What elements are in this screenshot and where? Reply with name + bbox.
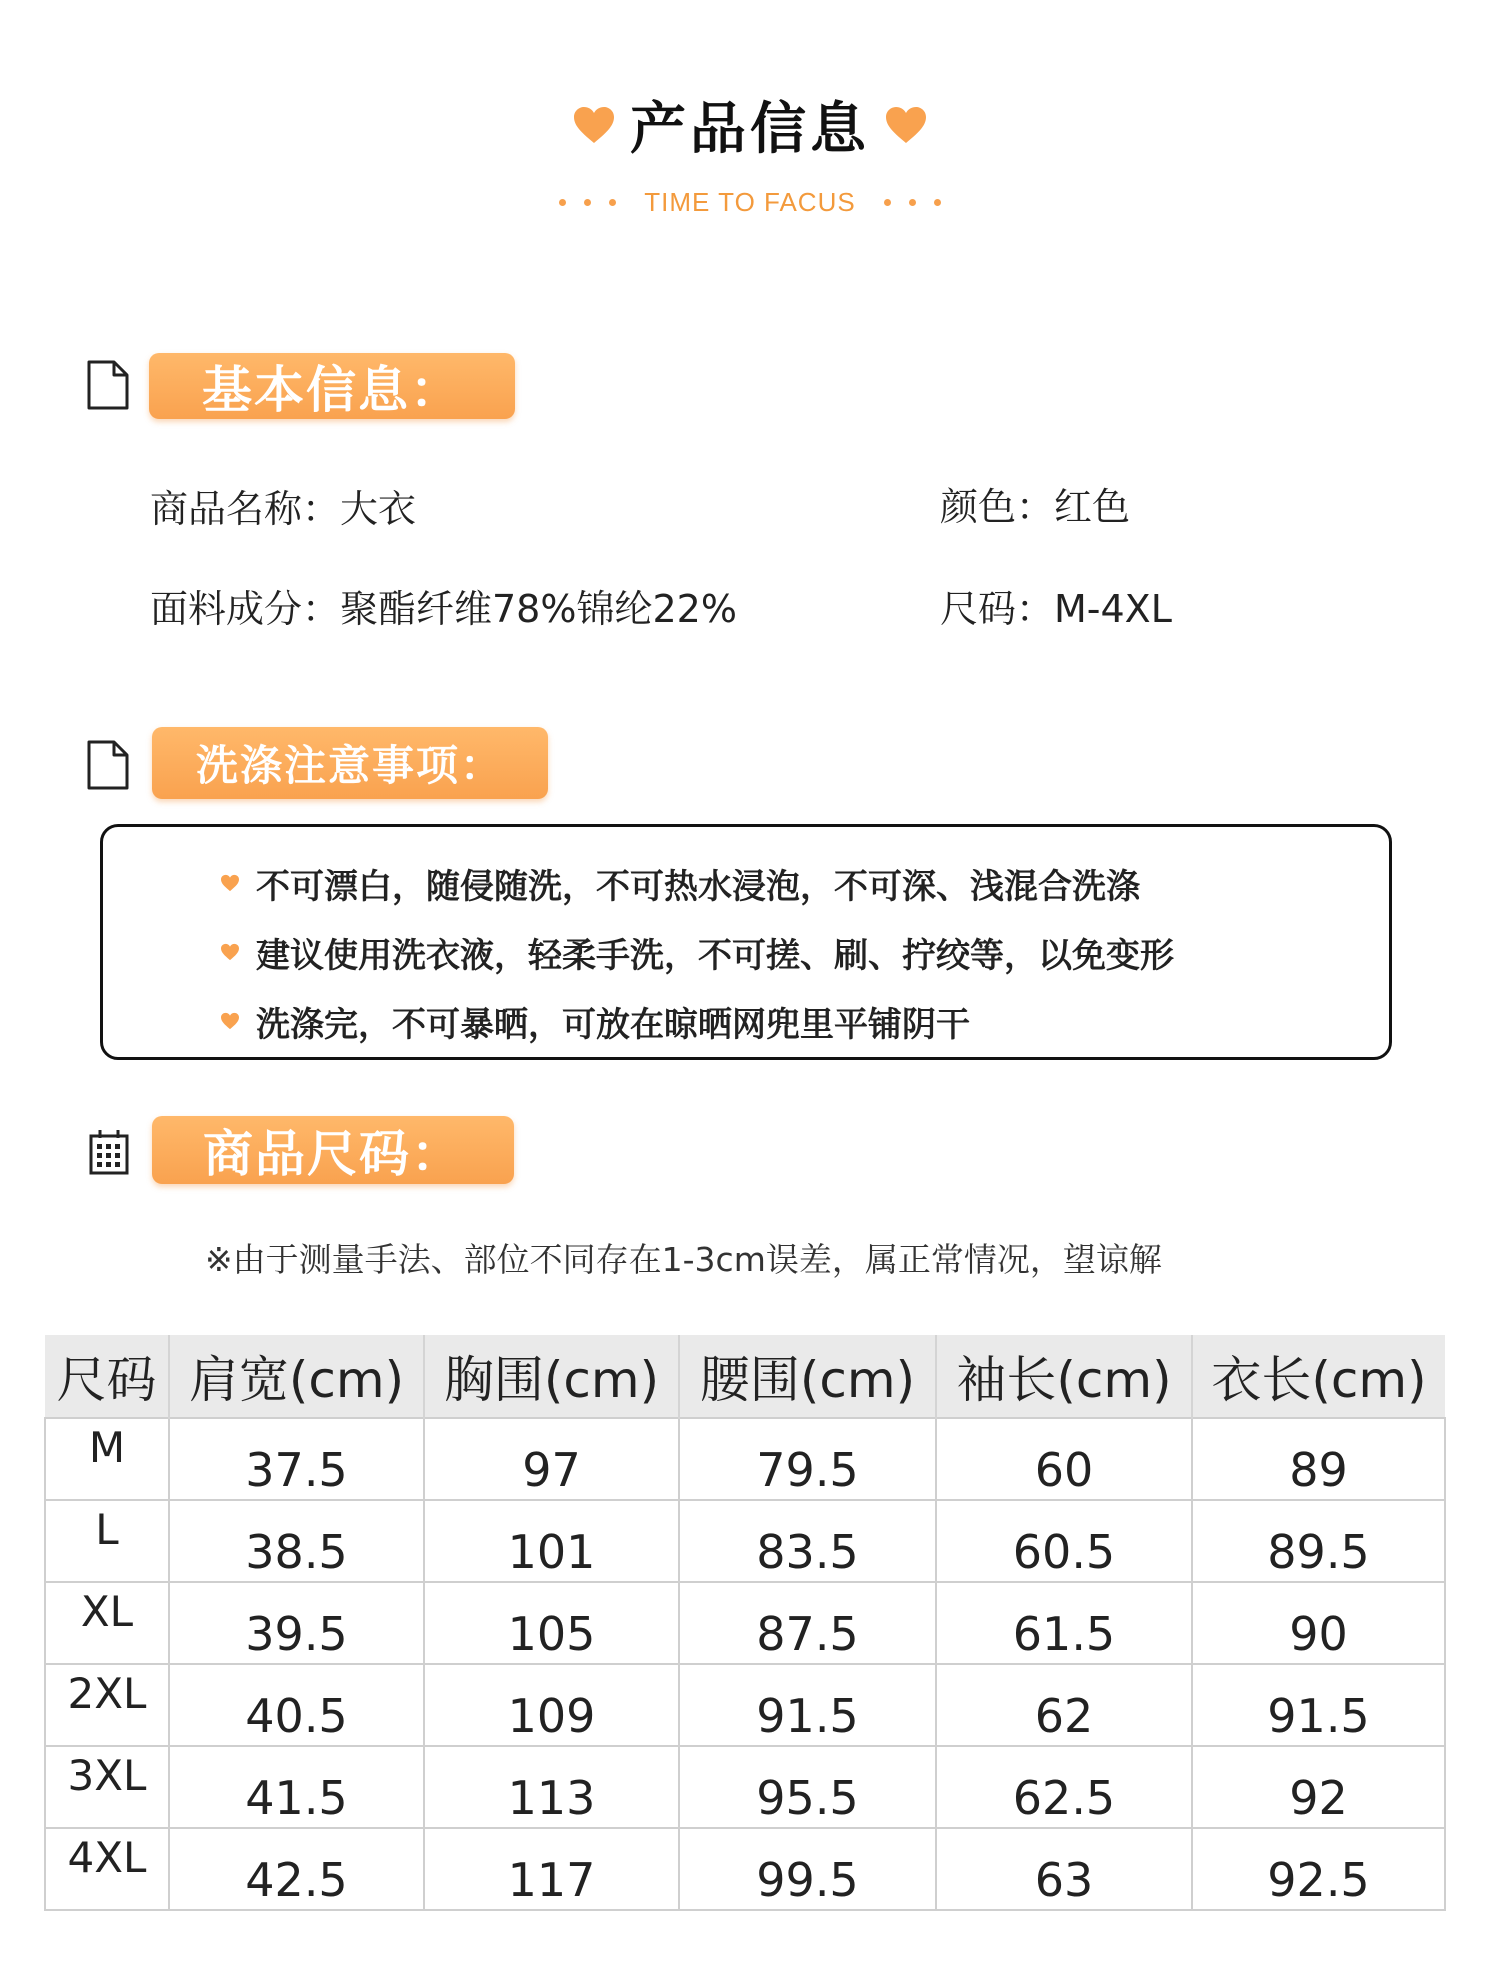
page-subtitle: TIME TO FACUS (644, 186, 856, 217)
table-cell: 105 (424, 1582, 679, 1664)
table-cell: 83.5 (679, 1500, 936, 1582)
table-cell: 89 (1192, 1418, 1445, 1500)
washing-item-text: 洗涤完，不可暴晒，可放在晾晒网兜里平铺阴干 (256, 1004, 970, 1045)
table-cell: 41.5 (169, 1746, 424, 1828)
table-cell: 60 (936, 1418, 1192, 1500)
table-cell: 97 (424, 1418, 679, 1500)
table-header-row (45, 1335, 1445, 1418)
washing-list (220, 857, 1174, 1047)
product-color: 颜色：红色 (940, 485, 1131, 529)
size-range: 尺码：M-4XL (940, 587, 1172, 631)
product-name: 商品名称：大衣 (150, 487, 417, 531)
column-header: 袖长(cm) (936, 1335, 1192, 1418)
table-row (45, 1418, 1445, 1500)
table-cell: 113 (424, 1746, 679, 1828)
table-cell: 39.5 (169, 1582, 424, 1664)
table-row (45, 1746, 1445, 1828)
page-title: 产品信息 (630, 97, 870, 162)
heart-icon (220, 943, 240, 961)
section-heading-size: 商品尺码： (152, 1116, 514, 1184)
page-header (0, 85, 1500, 165)
calendar-grid-icon (88, 1128, 130, 1176)
column-header: 腰围(cm) (679, 1335, 936, 1418)
heart-icon (220, 1012, 240, 1030)
column-header: 胸围(cm) (424, 1335, 679, 1418)
column-header: 尺码 (45, 1335, 169, 1418)
table-cell: 89.5 (1192, 1500, 1445, 1582)
table-cell: M (45, 1418, 169, 1500)
table-row (45, 1828, 1445, 1910)
dots-decoration (884, 199, 941, 206)
heart-icon (220, 874, 240, 892)
table-cell: 79.5 (679, 1418, 936, 1500)
washing-item-text: 建议使用洗衣液，轻柔手洗，不可搓、刷、拧绞等，以免变形 (256, 935, 1174, 976)
table-cell: 87.5 (679, 1582, 936, 1664)
document-icon (86, 739, 130, 791)
dots-decoration (559, 199, 616, 206)
table-cell: XL (45, 1582, 169, 1664)
table-cell: 3XL (45, 1746, 169, 1828)
table-cell: 101 (424, 1500, 679, 1582)
table-row (45, 1500, 1445, 1582)
table-cell: 2XL (45, 1664, 169, 1746)
table-cell: 38.5 (169, 1500, 424, 1582)
table-cell: 90 (1192, 1582, 1445, 1664)
table-cell: 37.5 (169, 1418, 424, 1500)
washing-item-text: 不可漂白，随侵随洗，不可热水浸泡，不可深、浅混合洗涤 (256, 866, 1140, 907)
table-cell: 62.5 (936, 1746, 1192, 1828)
document-icon (86, 359, 130, 411)
column-header: 肩宽(cm) (169, 1335, 424, 1418)
table-cell: 91.5 (1192, 1664, 1445, 1746)
list-item (220, 926, 1174, 978)
table-cell: 95.5 (679, 1746, 936, 1828)
page-subtitle-row (0, 182, 1500, 222)
list-item (220, 995, 1174, 1047)
table-row (45, 1582, 1445, 1664)
measurement-note: ※由于测量手法、部位不同存在1-3cm误差，属正常情况，望谅解 (205, 1240, 1162, 1279)
list-item (220, 857, 1174, 909)
table-cell: 99.5 (679, 1828, 936, 1910)
table-cell: 62 (936, 1664, 1192, 1746)
column-header: 衣长(cm) (1192, 1335, 1445, 1418)
table-cell: 4XL (45, 1828, 169, 1910)
table-cell: 61.5 (936, 1582, 1192, 1664)
table-cell: 63 (936, 1828, 1192, 1910)
size-table (44, 1335, 1446, 1911)
table-cell: L (45, 1500, 169, 1582)
table-cell: 42.5 (169, 1828, 424, 1910)
table-cell: 60.5 (936, 1500, 1192, 1582)
table-cell: 117 (424, 1828, 679, 1910)
heart-icon (572, 105, 616, 145)
table-cell: 92.5 (1192, 1828, 1445, 1910)
table-cell: 92 (1192, 1746, 1445, 1828)
fabric-composition: 面料成分：聚酯纤维78%锦纶22% (150, 587, 737, 631)
heart-icon (884, 105, 928, 145)
table-cell: 40.5 (169, 1664, 424, 1746)
table-cell: 109 (424, 1664, 679, 1746)
section-heading-basic-info: 基本信息： (149, 353, 515, 419)
table-cell: 91.5 (679, 1664, 936, 1746)
section-heading-washing: 洗涤注意事项： (152, 727, 548, 799)
table-row (45, 1664, 1445, 1746)
